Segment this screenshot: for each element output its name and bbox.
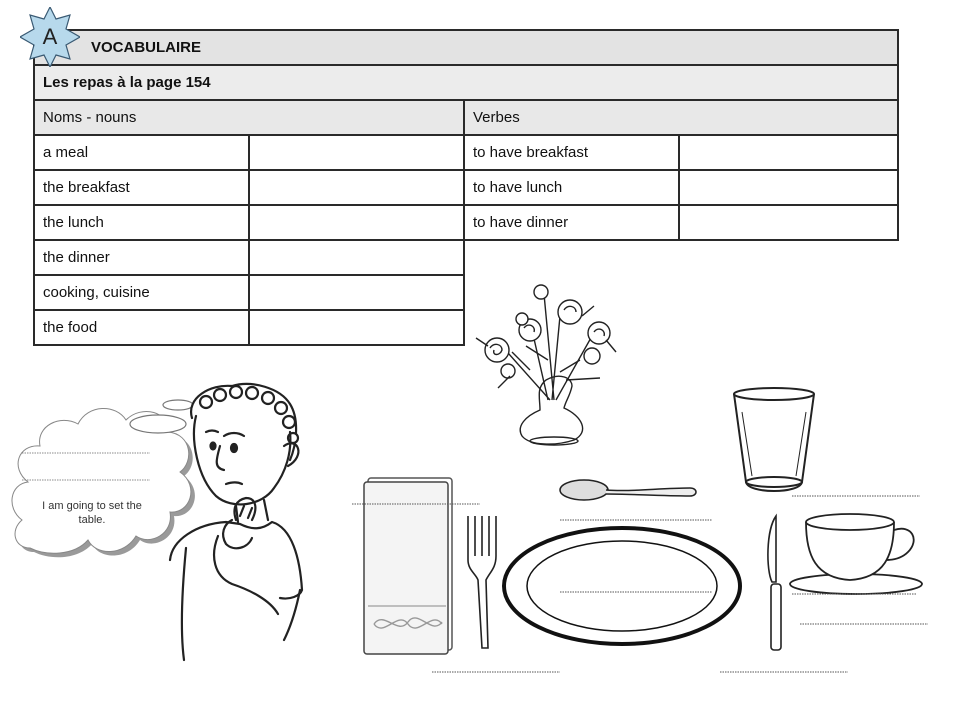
- noun-term: cooking, cuisine: [34, 275, 249, 310]
- verb-term: to have lunch: [464, 170, 679, 205]
- noun-term: a meal: [34, 135, 249, 170]
- flower-vase: [476, 285, 616, 445]
- verbs-header: Verbes: [464, 100, 898, 135]
- vocab-title: VOCABULAIRE: [34, 30, 898, 65]
- cup-and-saucer: [790, 514, 922, 594]
- nouns-header: Noms - nouns: [34, 100, 464, 135]
- thought-bubble: [12, 400, 195, 557]
- knife: [768, 516, 781, 650]
- verb-term: to have dinner: [464, 205, 679, 240]
- drinking-glass: [734, 388, 814, 491]
- noun-term: the food: [34, 310, 249, 345]
- spoon: [560, 480, 696, 500]
- noun-term: the breakfast: [34, 170, 249, 205]
- dinner-plate: [504, 528, 740, 644]
- boy-thinking-figure: [170, 384, 302, 660]
- noun-term: the lunch: [34, 205, 249, 240]
- verb-term: to have breakfast: [464, 135, 679, 170]
- badge-letter: A: [42, 24, 58, 49]
- lesson-subtitle: Les repas à la page 154: [34, 65, 898, 100]
- thought-bubble-text: I am going to set the table.: [42, 500, 142, 526]
- fork: [468, 516, 496, 648]
- noun-term: the dinner: [34, 240, 249, 275]
